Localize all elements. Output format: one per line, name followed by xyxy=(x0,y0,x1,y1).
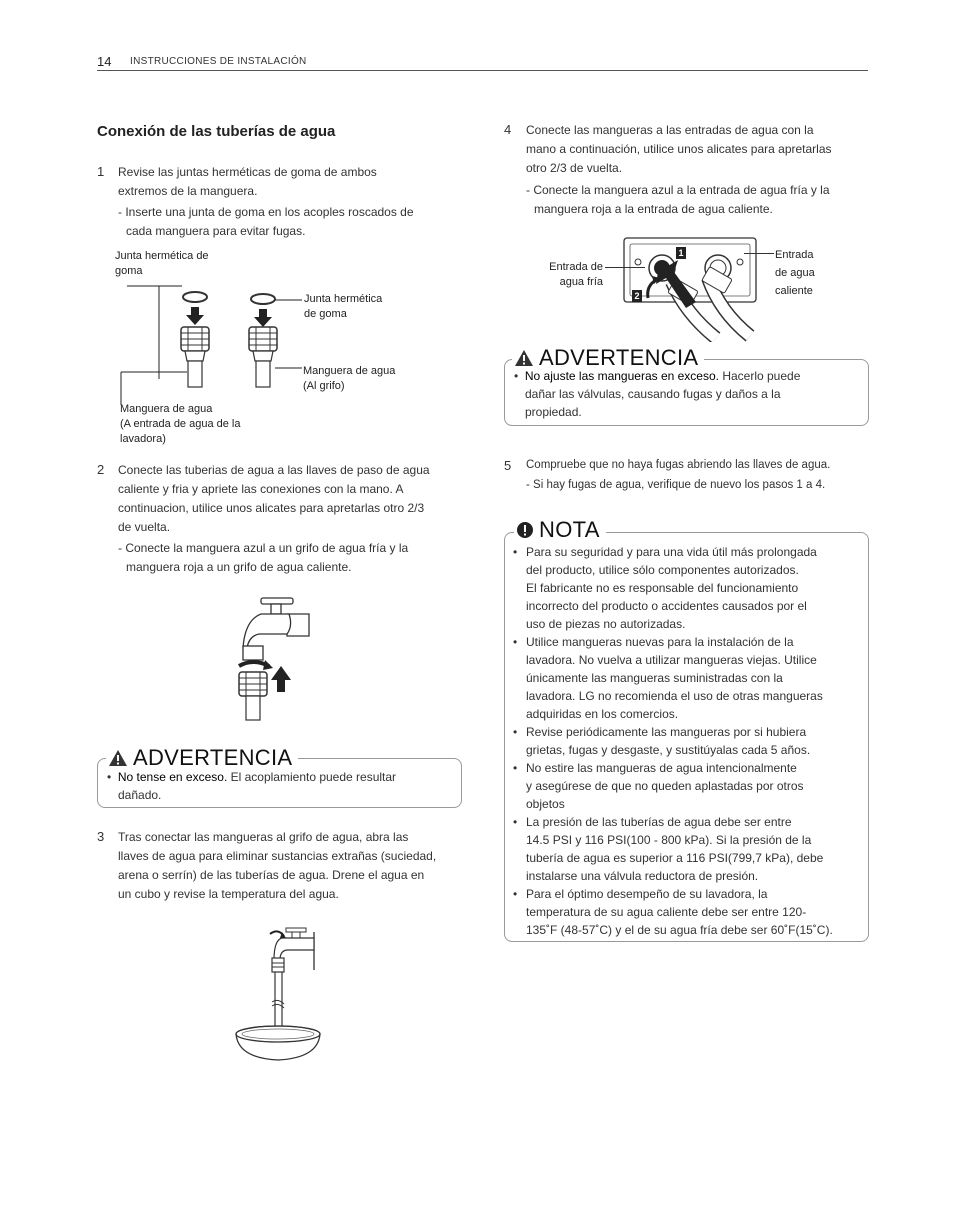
step-2-text: Conecte las tuberias de agua a las llaves de paso de agua caliente y fria y apriete las conexiones con la mano. A continuacion, utilice unos alicates para apretarlas otro 2/3 de vuelta. - Conecte la manguera azul a un grifo de agua fría y la manguera roja a un grifo de agua caliente. xyxy=(118,463,430,574)
drain-bucket-illustration xyxy=(230,920,330,1070)
exclamation-circle-icon xyxy=(516,521,534,539)
warning-left-text: • No tense en exceso. El acoplamiento puede resultar dañado. xyxy=(107,770,397,802)
running-header: INSTRUCCIONES DE INSTALACIÓN xyxy=(130,56,307,67)
label-cold-inlet: Entrada de agua fría xyxy=(549,261,603,288)
note-item: • Para el óptimo desempeño de su lavadora, la temperatura de su agua caliente debe ser entre 120- 135˚F (48-57˚C) y el de su agua fría debe ser 60˚F(15˚C). xyxy=(513,887,833,937)
step-2-number: 2 xyxy=(97,462,105,477)
warning-triangle-icon xyxy=(108,749,128,767)
note-title: NOTA xyxy=(514,518,606,542)
leader-line-hot xyxy=(744,253,774,254)
label-hose-to-washer: Manguera de agua (A entrada de agua de la lavadora) xyxy=(120,403,241,445)
step-5-text: Compruebe que no haya fugas abriendo las llaves de agua. - Si hay fugas de agua, verifique de nuevo los pasos 1 a 4. xyxy=(526,459,831,491)
note-item: • Revise periódicamente las mangueras por si hubiera grietas, fugas y desgaste, y sustitúyalas cada 5 años. xyxy=(513,725,811,757)
warning-triangle-icon xyxy=(514,349,534,367)
header-rule xyxy=(97,70,868,71)
leader-line-cold xyxy=(605,267,645,268)
step-5-number: 5 xyxy=(504,458,512,473)
figure-drain-bucket xyxy=(230,920,330,1070)
figure-tap-connection xyxy=(225,592,315,722)
step-4-text: Conecte las mangueras a las entradas de agua con la mano a continuación, utilice unos alicates para apretarlas otro 2/3 de vuelta. - Conecte la manguera azul a la entrada de agua fría y la manguera roja a la entrada de agua caliente. xyxy=(526,123,832,216)
note-item: • Para su seguridad y para una vida útil más prolongada del producto, utilice sólo componentes autorizados. El fabricante no es responsable del funcionamiento incorrecto del producto o accidentes causados por el uso de piezas no autorizadas. xyxy=(513,545,817,631)
warning-right-text: • No ajuste las mangueras en exceso. Hacerlo puede dañar las válvulas, causando fugas y daños a la propiedad. xyxy=(514,369,801,419)
note-item: • No estire las mangueras de agua intencionalmente y asegúrese de que no queden aplastadas por otros objetos xyxy=(513,761,804,811)
step-1-number: 1 xyxy=(97,164,105,179)
section-title: Conexión de las tuberías de agua xyxy=(97,123,336,140)
step-4-number: 4 xyxy=(504,122,512,137)
label-gasket-left: Junta hermética de goma xyxy=(115,250,209,277)
warning-title-left: ADVERTENCIA xyxy=(106,746,298,770)
note-list xyxy=(513,543,865,939)
note-item: • Utilice mangueras nuevas para la instalación de la lavadora. No vuelva a utilizar mangueras viejas. Utilice únicamente las mangueras suministradas con la lavadora. LG no recomienda el uso de otras mangueras adquiridas en los comercios. xyxy=(513,635,823,721)
step-badge-2: 2 xyxy=(632,290,642,302)
step-3-text: Tras conectar las mangueras al grifo de agua, abra las llaves de agua para eliminar sustancias extrañas (suciedad, arena o serrín) de las tuberías de agua. Drene el agua en un cubo y revise la temperatura del agua. xyxy=(118,830,437,901)
note-item: • La presión de las tuberías de agua debe ser entre 14.5 PSI y 116 PSI(100 - 800 kPa). Si la presión de la tubería de agua es superior a 116 PSI(799,7 kPa), debe instalarse una válvula reductora de presión. xyxy=(513,815,824,883)
warning-title-right: ADVERTENCIA xyxy=(512,346,704,370)
page-number: 14 xyxy=(97,54,112,69)
label-hot-inlet: Entrada de agua caliente xyxy=(775,249,815,297)
step-3-number: 3 xyxy=(97,829,105,844)
tap-connection-illustration xyxy=(225,592,315,722)
step-badge-1: 1 xyxy=(676,247,686,259)
label-hose-to-tap: Manguera de agua (Al grifo) xyxy=(303,365,396,392)
label-gasket-right: Junta hermética de goma xyxy=(304,293,383,320)
step-1-text: Revise las juntas herméticas de goma de ambos extremos de la manguera. - Inserte una junta de goma en los acoples roscados de cada manguera para evitar fugas. xyxy=(118,165,414,238)
